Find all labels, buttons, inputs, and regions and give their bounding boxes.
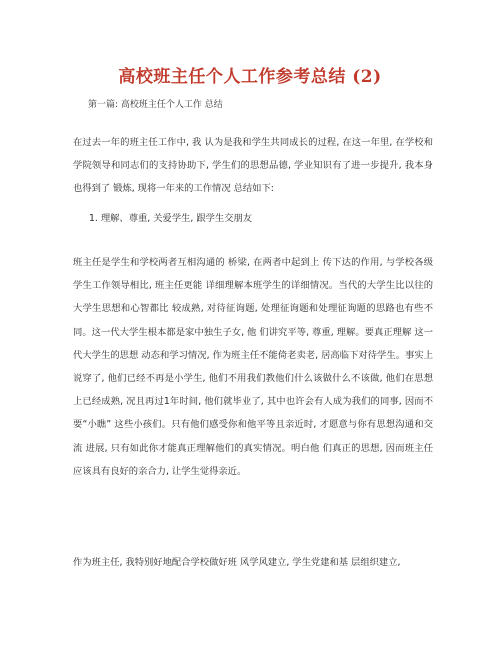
list-item-1: 1. 理解、尊重, 关爱学生, 跟学生交朋友 <box>89 213 253 224</box>
paragraph-body: 班主任是学生和学校两者互相沟通的 桥梁, 在两者中起到上 传下达的作用, 与学校各级学生工作领导相比, 班主任更能 详细理解本班学生的详细情况。当代的大学生比以往的大学生思想和心智都比 较成熟, 对待征询题, 处理征询题和处理征询题的思路也有些不同。这一代大学生根本都是家中独生子女, 他 们讲究平等, 尊重, 理解。要真正理解 这一代大学生的思想 动态和学习情况, 作为班主任不能倚老卖老, 居高临下对待学生。事实上说穿了, 他们已经不再是小学生, 他们不用我们教他们什么该做什么不该做, 他们在思想上已经成熟, 况且再过1年时间, 他们就毕业了, 其中也许会有人成为我们的同事, 因而不要“小瞧” 这些小孩们。只有他们感受你和他平等且亲近时, 才愿意与你有思想沟通和交流 进展, 只有如此你才能真正理解他们的真实情况。明白他 们真正的思想, 因而班主任 应该具有良好的亲合力, 让学生觉得亲近。 <box>73 257 433 477</box>
paragraph-closing: 作为班主任, 我特别好地配合学校做好班 风学风建立, 学生党建和基 层组织建立, <box>73 557 401 568</box>
paragraph-intro: 在过去一年的班主任工作中, 我 认为是我和学生共同成长的过程, 在这一年里, 在学校和学院领导和同志们的支持协助下, 学生们的思想品德, 学业知识有了进一步提升, 我本身也得到了 锻炼, 现将一年来的工作情况 总结如下: <box>73 137 433 195</box>
document-subtitle: 第一篇: 高校班主任个人工作 总结 <box>88 100 223 110</box>
document-title: 高校班主任个人工作参考总结 (2) <box>118 67 382 87</box>
